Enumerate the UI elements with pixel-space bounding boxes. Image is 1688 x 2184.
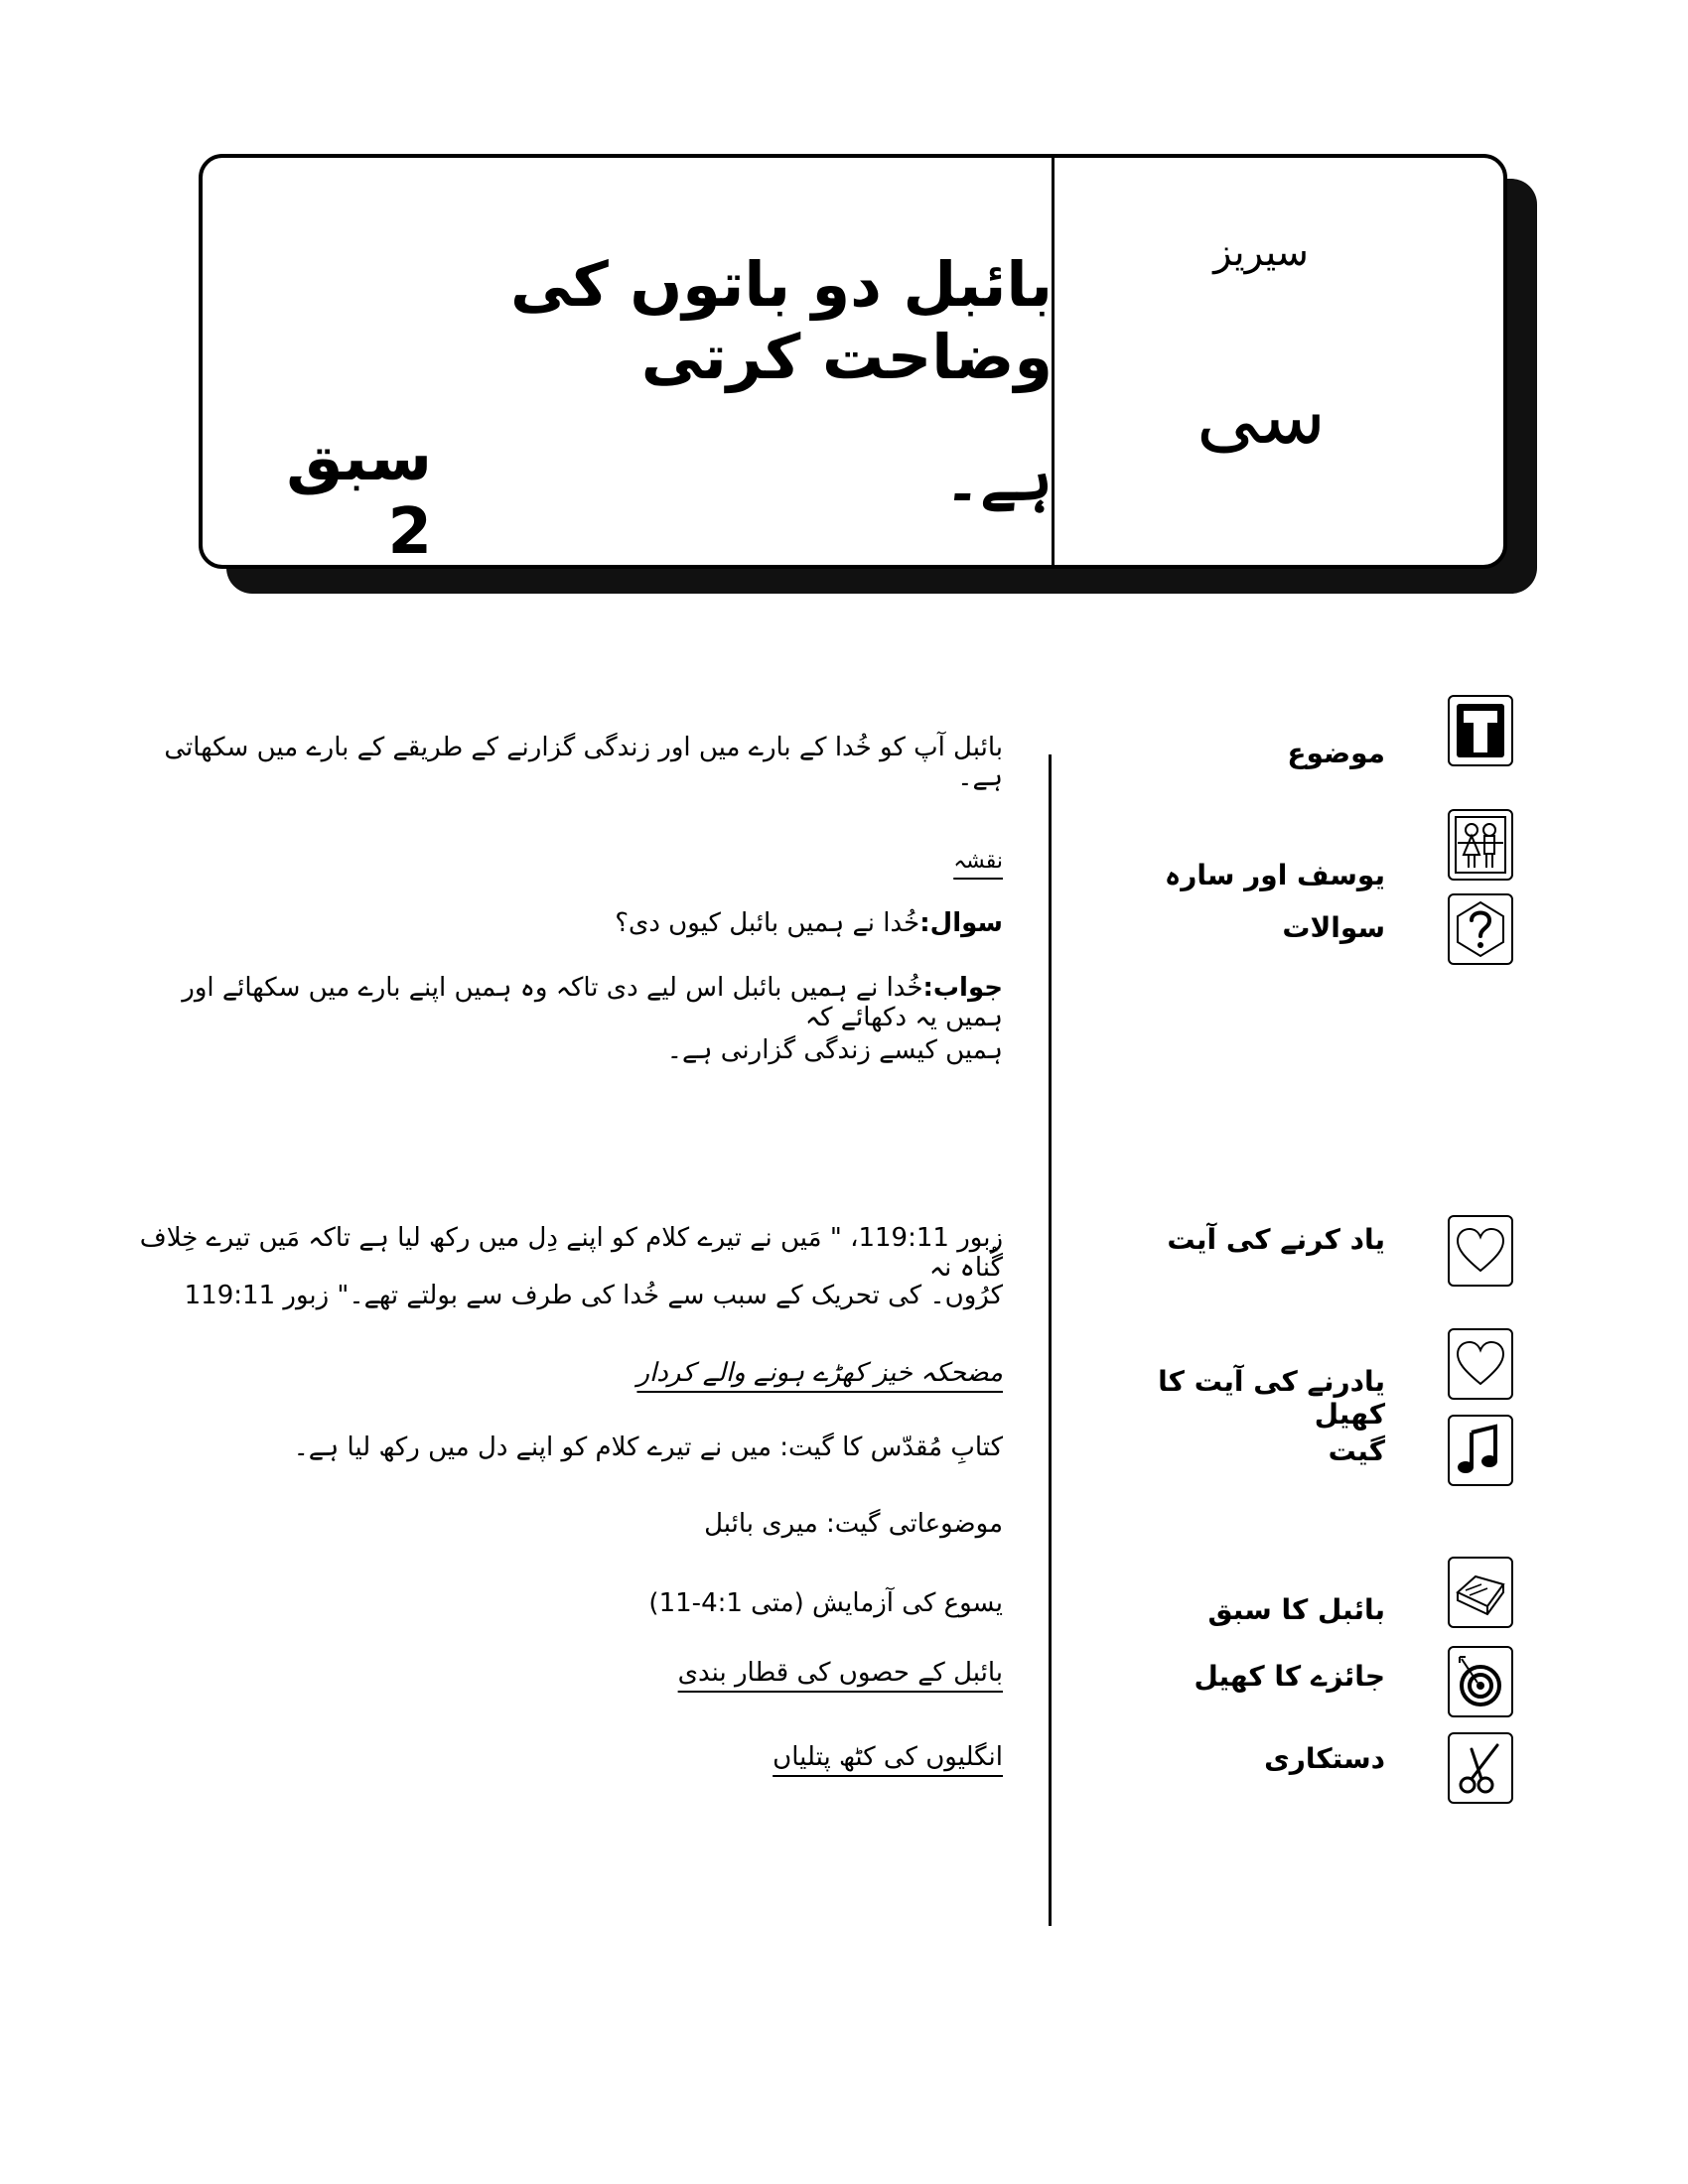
memory-game-title: مضحکہ خیز کھڑے ہونے والے کردار [636, 1358, 1003, 1388]
letter-t-icon [1448, 695, 1513, 766]
theme-song: موضوعاتی گیت: میری بائبل [704, 1509, 1003, 1539]
column-divider [1049, 754, 1052, 1926]
heart-icon [1448, 1215, 1513, 1287]
section-label-questions: سوالات [1282, 911, 1385, 944]
section-label-bible-lesson: بائبل کا سبق [1207, 1593, 1385, 1626]
bible-song: کتابِ مُقدّس کا گیت: میں نے تیرے کلام کو اپنے دل میں رکھ لیا ہے۔ [293, 1433, 1003, 1462]
lesson-title-line-1: بائبل دو باتوں کی وضاحت کرتی [509, 248, 1053, 393]
lesson-number: سبق 2 [286, 422, 432, 569]
section-label-craft: دستکاری [1264, 1742, 1385, 1775]
answer-text-1: خُدا نے ہمیں بائبل اس لیے دی تاکہ وہ ہمیں اپنے بارے میں سکھائے اور ہمیں یہ دکھائے کہ [182, 973, 1003, 1032]
answer-line-1 [119, 973, 1003, 1032]
section-label-memory-game: یادرنے کی آیت کا کھیل [1158, 1365, 1385, 1431]
memory-game-text [119, 1358, 1003, 1388]
section-label-joseph-sarah: یوسف اور سارہ [1164, 859, 1385, 891]
target-icon [1448, 1646, 1513, 1717]
map-heading: نقشہ [953, 849, 1003, 874]
open-bible-icon [1448, 1557, 1513, 1628]
series-label: سیریز [1213, 230, 1309, 274]
children-icon [1448, 809, 1513, 881]
lesson-title-line-2: ہے۔ [944, 442, 1053, 514]
scissors-icon [1448, 1732, 1513, 1804]
question-prefix: سوال: [919, 908, 1003, 938]
answer-text-2: ہمیں کیسے زندگی گزارنی ہے۔ [666, 1035, 1003, 1065]
music-note-icon [1448, 1415, 1513, 1486]
review-game-title: بائبل کے حصوں کی قطار بندی [677, 1658, 1003, 1688]
theme-text: بائبل آپ کو خُدا کے بارے میں اور زندگی گزارنے کے طریقے کے بارے میں سکھاتی ہے۔ [164, 733, 1003, 792]
memory-verse-line-2: کرُوں۔ کی تحریک کے سبب سے خُدا کی طرف سے بولتے تھے۔" زبور 119:11 [184, 1281, 1003, 1310]
heart-icon [1448, 1328, 1513, 1400]
section-label-theme: موضوع [1287, 737, 1385, 769]
craft-title: انگلیوں کی کٹھ پتلیاں [773, 1742, 1003, 1772]
series-value: سی [1196, 372, 1327, 462]
answer-prefix: جواب: [922, 973, 1003, 1003]
review-game-text [119, 1658, 1003, 1688]
question-line [119, 908, 1003, 938]
bible-lesson-text: یسوع کی آزمایش (متی 4:1-11) [648, 1588, 1003, 1618]
section-label-songs: گیت [1328, 1434, 1385, 1467]
section-label-review-game: جائزے کا کھیل [1194, 1660, 1385, 1693]
craft-text [119, 1742, 1003, 1772]
section-label-memory-verse: یاد کرنے کی آیت [1167, 1223, 1385, 1256]
question-mark-icon [1448, 893, 1513, 965]
memory-verse-line-1: زبور 119:11، " مَیں نے تیرے کلام کو اپنے دِل میں رکھ لیا ہے تاکہ مَیں تیرے خِلاف گُناہ نہ [139, 1223, 1003, 1283]
question-text: خُدا نے ہمیں بائبل کیوں دی؟ [615, 908, 920, 938]
